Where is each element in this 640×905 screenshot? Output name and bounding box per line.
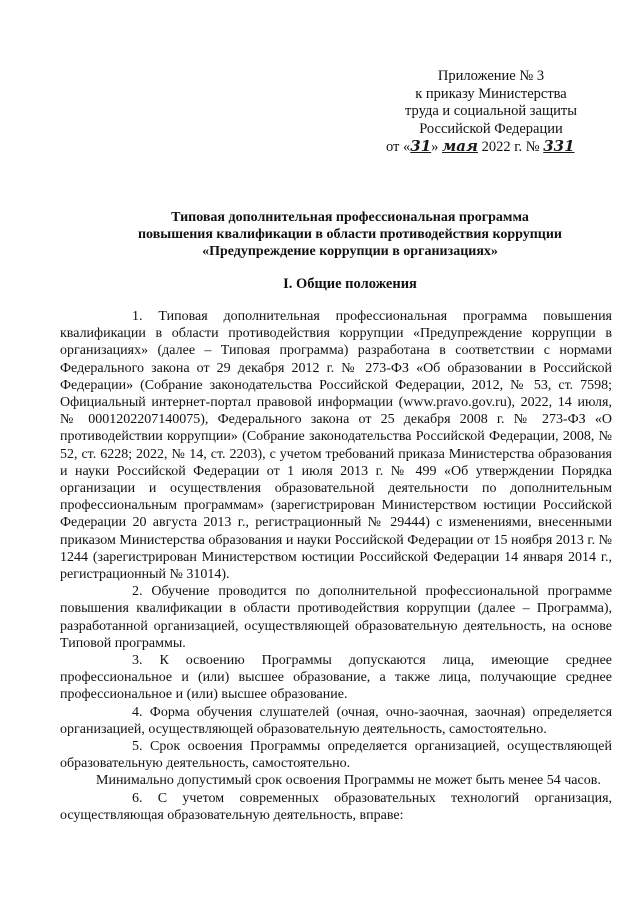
paragraph-text: К освоению Программы допускаются лица, имеющие среднее профессиональное и (или) высшее образование, а также лица, получающие среднее профессиональное и (или) высшее образование. bbox=[60, 653, 613, 703]
paragraph-number: 1. bbox=[132, 309, 143, 324]
order-reference: к приказу Министерства bbox=[415, 85, 567, 102]
paragraph-3 bbox=[60, 652, 612, 704]
paragraph-1 bbox=[60, 308, 612, 583]
paragraph-number: 5. bbox=[132, 739, 143, 755]
paragraph-4 bbox=[60, 704, 612, 738]
appendix-number: Приложение № 3 bbox=[437, 68, 545, 84]
order-date-line bbox=[384, 138, 598, 157]
handwritten-order-number: 331 bbox=[543, 137, 575, 155]
document-body bbox=[60, 308, 612, 824]
section-heading: I. Общие положения bbox=[283, 276, 417, 292]
approval-block bbox=[384, 68, 598, 157]
title-line-2: повышения квалификации в области противодействия коррупции bbox=[137, 227, 562, 242]
handwritten-month: мая bbox=[442, 137, 478, 155]
paragraph-text: Срок освоения Программы определяется организацией, осуществляющей образовательную деятельность, самостоятельно. bbox=[60, 739, 613, 772]
title-line-1: Типовая дополнительная профессиональная программа bbox=[171, 210, 529, 225]
country-name: Российской Федерации bbox=[419, 120, 563, 137]
paragraph-text: Минимально допустимый срок освоения Программы не может быть менее 54 часов. bbox=[96, 773, 601, 789]
paragraph-number: 6. bbox=[132, 790, 143, 806]
paragraph-text: Обучение проводится по дополнительной профессиональной программе повышения квалификации в области противодействия коррупции (далее – Программа), разработанной организацией, осуществляющей образовательную деятельность, на основе Типовой программы. bbox=[60, 584, 613, 651]
paragraph-2 bbox=[60, 583, 612, 652]
paragraph-number: 4. bbox=[132, 704, 143, 720]
title-line-3: «Предупреждение коррупции в организациях» bbox=[202, 244, 498, 259]
paragraph-text: Типовая дополнительная профессиональная программа повышения квалификации в области противодействия коррупции «Предупреждение коррупции в организациях» (далее – Типовая программа) разработана в соответствии с нормами Федерального закона от 29 декабря 2012 г. № 273-ФЗ «Об образовании в Российской Федерации» (Собрание законодательства Российской Федерации, 2012, № 53, ст. 7598; Официальный интернет-портал правовой информации (www.pravo.gov.ru), 2022, 14 июля, № 0001202207140075), Федерального закона от 25 декабря 2008 г. № 273-ФЗ «О противодействии коррупции» (Собрание законодательства Российской Федерации, 2008, № 52, ст. 6228; 2022, № 14, ст. 2203), с учетом требований приказа Министерства образования и науки Российской Федерации от 1 июля 2013 г. № 499 «Об утверждении Порядка организации и осуществления образовательной деятельности по дополнительным профессиональным программам» (зарегистрирован Министерством юстиции Российской Федерации 20 августа 2013 г., регистрационный № 29444) с изменениями, внесенными приказом Министерства образования и науки Российской Федерации от 15 ноября 2013 г. № 1244 (зарегистрирован Министерством юстиции Российской Федерации 14 января 2014 г., регистрационный № 31014). bbox=[60, 309, 612, 583]
paragraph-text: С учетом современных образовательных технологий организация, осуществляющая образовательную деятельность, вправе: bbox=[60, 790, 613, 823]
handwritten-day: 31 bbox=[410, 137, 432, 155]
paragraph-number: 2. bbox=[132, 584, 143, 600]
ministry-name: труда и социальной защиты bbox=[405, 103, 577, 119]
date-year: 2022 г. № bbox=[477, 139, 544, 155]
document-title bbox=[60, 209, 640, 260]
date-separator: » bbox=[431, 139, 443, 155]
paragraph-5 bbox=[60, 738, 612, 772]
paragraph-number: 3. bbox=[132, 653, 143, 669]
paragraph-5-continued bbox=[60, 772, 612, 789]
date-prefix: от « bbox=[386, 139, 411, 155]
paragraph-text: Форма обучения слушателей (очная, очно-заочная, заочная) определяется организацией, осуществляющей образовательную деятельность, самостоятельно. bbox=[60, 704, 613, 737]
paragraph-6 bbox=[60, 790, 612, 824]
